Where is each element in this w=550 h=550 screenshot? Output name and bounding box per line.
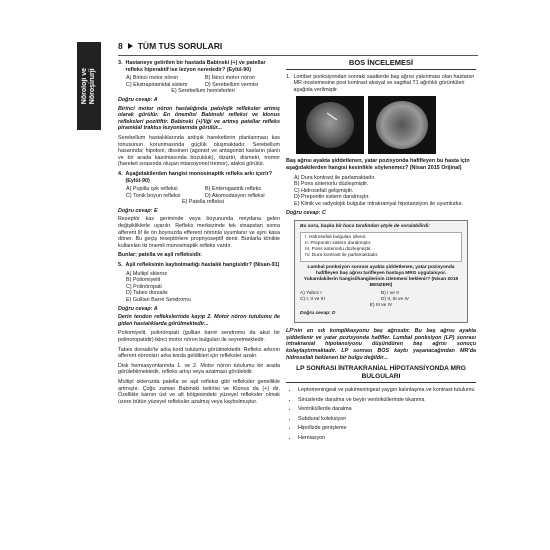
question-3 bbox=[118, 60, 280, 168]
question-4 bbox=[118, 171, 280, 259]
option: B) Enterogastrik refleks bbox=[205, 186, 262, 193]
box-options bbox=[300, 291, 462, 309]
list-item: • Hipofizde genişleme bbox=[298, 425, 476, 432]
explanation: Tabes dorsalis'te arka kord tutulumu görülmektedir. Refleks arkının afferent nöronları arka korda geldikleri için refleksler azalır. bbox=[118, 346, 280, 360]
emphasis-paragraph: LP'nin en sık komplikasyonu baş ağrısıdır. Bu baş ağrısı ayakta şiddetlenir ve yatar pozisyonda hafifler. Lumbal ponksiyon (LP) sonrası intrakranial hipotansiyonu düşündüren baş ağrısı sonuçu kolaylaştırmaktadır. LP sonrası BOS kaybı yaşanacağından MR'da hidrosefali beklenen bir bulgu değildir... bbox=[286, 328, 476, 361]
option: E) Serebellum hemisferleri bbox=[171, 88, 235, 95]
mri-sagittal-image bbox=[296, 96, 364, 154]
options bbox=[126, 271, 280, 304]
triangle-icon bbox=[128, 43, 133, 49]
explanation: Disk herniasyonlarında 1. ve 2. Motor nöron tutulumu bir arada görülebilmektedir, refleks artışı veya azalması görülebilir. bbox=[118, 362, 280, 376]
option: B) İkinci motor nöron bbox=[205, 75, 255, 82]
question-text: Aşil refleksinin kaybolmadığı hastalık hangisidir? (Nisan-91) bbox=[125, 262, 280, 269]
option: A) Yalnız I bbox=[300, 291, 322, 297]
question-number: 5. bbox=[118, 262, 123, 269]
emphasis-paragraph: Derin tendon reflekslerinde kayıp 2. Motor nöron tutulumu ile giden hastalıklarda görülmektedir... bbox=[118, 314, 280, 327]
finding-list bbox=[298, 387, 476, 442]
option: B) Pons anteriorlu düzleşmiştir. bbox=[294, 181, 369, 188]
option: E) Klinik ve radyolojik bulgular intrakraniyal hipotansiyon ile uyumludur. bbox=[294, 200, 463, 207]
answer: Doğru cevap: A bbox=[118, 96, 158, 103]
option: B) Poliomiyelit bbox=[126, 277, 161, 284]
option: A) Birinci motor nöron bbox=[126, 75, 179, 82]
question-number: 1. bbox=[286, 73, 291, 80]
section-tab bbox=[77, 42, 101, 130]
option: D) Serebellum vermisi bbox=[205, 81, 259, 88]
answer: Doğru cevap: A bbox=[118, 305, 158, 312]
option: C) Polinöropati bbox=[126, 283, 162, 290]
explanation: Reseptör kas geriminde veya boyununda meydana gelen değişikliklerle uyarılır. Refleks merkezinde tek sinapstan sonra afferent lif ile ön boynuzda efferent nöronla uyumlanır ve aynı kasa döner. Bu geçiş reseptörlere propriyoseptif denir. Bunlarla klinikte kullanılan iki önemli monosinaptik refleks vardır. bbox=[118, 216, 280, 249]
mri-axial-image bbox=[368, 96, 436, 154]
statement: I. Hidrosefali bulguları izlenir. bbox=[305, 235, 367, 241]
right-column bbox=[286, 60, 476, 445]
option: C) Hidrosefali gelişmiştir. bbox=[294, 187, 354, 194]
explanation: Poliomiyelit, polinöropati (gullian barré sendromu da akut bir polinoropatidir) ikinci motor nöron bulguları ile seyretmektedir. bbox=[118, 330, 280, 343]
mri-images bbox=[296, 96, 476, 154]
option: C) Tonik boyun refleksi bbox=[126, 192, 181, 199]
box-answer: Doğru cevap: D bbox=[300, 311, 336, 317]
option: D) II, III ve IV bbox=[381, 297, 409, 303]
statement-list bbox=[300, 232, 462, 262]
list-item: • Herniasyon bbox=[298, 435, 476, 442]
page-number: 8 bbox=[118, 41, 123, 51]
emphasis-paragraph: Birinci motor nöron hastalığında patolojik refleksler artmış olarak görülür. En önemlisi Babinski refleksi ve klonus refleksleri pozitiftir. Babinski (+)'liği ve artmış patellar refleks piramidal traktus lezyonlarında görülür... bbox=[118, 105, 280, 132]
options bbox=[126, 186, 280, 206]
question-text: Aşağıdakilerden hangisi monosinaptik refleks arkı içerir? (Eylül-90) bbox=[125, 170, 272, 184]
list-item: • Subdural koleksiyon bbox=[298, 416, 476, 423]
list-item: • Leptomeningeal ve pakimeningeal yaygın kalınlaşma ve kontrast tutulumu bbox=[298, 387, 476, 394]
statement: II. Prepontin sistern daralmıştır. bbox=[305, 241, 372, 247]
question-text: Hastaneye getirilen bir hastada Babinski (+) ve patellar refleks hiperaktif ise lezyon nerededir? (Eylül-90) bbox=[125, 60, 266, 73]
answer: Doğru cevap: E bbox=[118, 207, 158, 214]
section-title: BOS İNCELEMESİ bbox=[286, 60, 476, 70]
option: D) Prepontin sistern daralmıştır. bbox=[294, 194, 370, 201]
option: D) Akomodasyon refleksi bbox=[205, 192, 265, 199]
option: A) Pupilla ışık refleksi bbox=[126, 186, 178, 193]
question-1 bbox=[286, 74, 476, 217]
page-header bbox=[118, 41, 222, 51]
book-title: TÜM TUS SORULARI bbox=[137, 41, 223, 51]
question-number: 3. bbox=[118, 60, 123, 66]
statement: III. Pons anteriorlu düzleşmiştir. bbox=[305, 247, 372, 253]
header-divider bbox=[118, 55, 478, 56]
option: C) I, II ve III bbox=[300, 297, 325, 303]
note: Bunlar; patella ve aşil refleksidir. bbox=[118, 252, 202, 259]
answer: Doğru cevap: C bbox=[286, 209, 326, 216]
question-text: Baş ağrısı ayakta şiddetlenen, yatar pozisyonda hafifleyen bu hasta için aşağıdakilerden hangisi kesinlikle söylenemez? (Nisan 2015 Orijinal) bbox=[286, 158, 470, 171]
section-tab-label: Nöroloji ve Nöroşirurji bbox=[81, 67, 96, 105]
list-item: • Ventriküllerde daralma bbox=[298, 406, 476, 413]
explanation: Multipl sklerozda patella ve aşil refleksi gibi refleksler genellikle artmıştır. Çoğu zaman Babinski belirtisi ve Klonus da (+) dir. Özellikle karnın üst ve alt bölgesindeki yüzeyel refleksler olmak üzere bütün yüzeyel refleksler azalmış veya kaybolmuştur. bbox=[118, 378, 280, 405]
option: E) Gullian Barré Sendromu bbox=[126, 297, 191, 303]
option: A) Dura kontrast ile parlamaktadır. bbox=[294, 174, 376, 181]
question-number: 4. bbox=[118, 170, 123, 177]
question-5 bbox=[118, 262, 280, 405]
options bbox=[294, 175, 476, 208]
explanation: Serebellum hastalıklarında ardışık hareketlerin planlanması kas tonusunun korunmasında güçlük oluşmaktadır. Serebellum hasarında; hipotoni, dissineri (agonist ve antagonist kasların planlı ve bir arada kasılmasında bozukluk), dizartri, dismetri, tremor (hareket sırasında oluşan intansiyonel tremor), ataksi görülür. bbox=[118, 134, 280, 168]
subsection-title: LP SONRASI İNTRAKRANİAL HİPOTANSİYONDA MRG BULGULARI bbox=[286, 365, 476, 383]
list-item: • Sinüslerde daralma ve beyin ventriküllerinde tıkanma bbox=[298, 397, 476, 404]
box-title: Bu soru, başka bir hoca tarafından şöyle de sorulabilirdi: bbox=[300, 224, 430, 230]
statement: IV. Dura kontrast ile parlamaktadır. bbox=[305, 253, 379, 259]
option: D) Tabes dorsalis bbox=[126, 290, 168, 297]
option: C) Ekstrapiramidal sistem bbox=[126, 81, 188, 88]
option: E) III ve IV bbox=[369, 303, 393, 309]
option: E) Patella refleksi bbox=[182, 199, 224, 206]
options bbox=[126, 75, 280, 95]
option: B) I ve II bbox=[381, 291, 399, 297]
question-text: Lomber ponksiyondan sonraki saatlerde baş ağrısı yakınması olan hastanın MR incelemesine post kontrast aksiyal ve sagittal T1 ağırlıklı görüntüleri aşağıda verilmiştir. bbox=[293, 73, 475, 93]
alternate-question-box bbox=[294, 220, 468, 323]
left-column bbox=[118, 60, 280, 408]
box-question: Lumbal ponksiyon sonrası ayakta şiddetlenen, yatar pozisyonda hafifleyen baş ağrısı tarifleyen hastaya MRG uygulanıyor. Yukarıdakilerin hangisi/hangilerinin izlenmesi beklenir? (Nisan 2015 BENZERİ) bbox=[303, 265, 459, 289]
option: A) Multipl skleroz bbox=[126, 270, 168, 277]
